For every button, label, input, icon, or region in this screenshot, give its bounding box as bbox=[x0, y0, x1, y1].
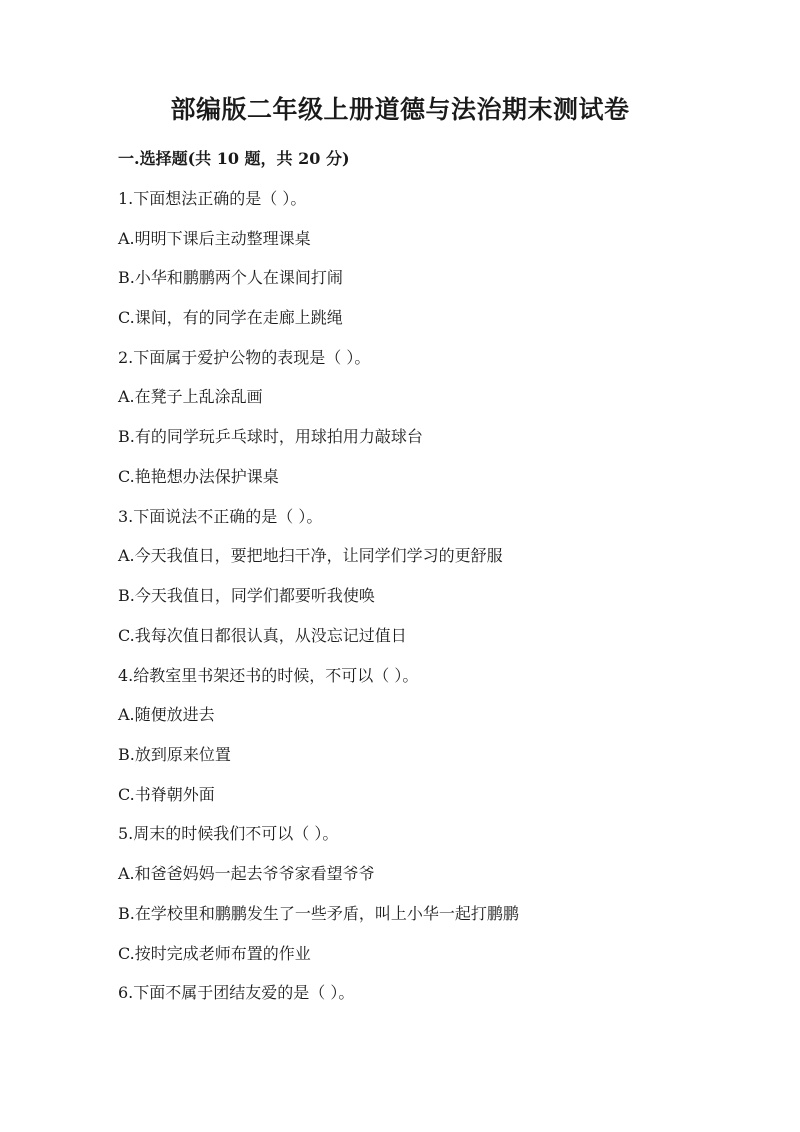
question-6: 6.下面不属于团结友爱的是（ ）。 bbox=[118, 983, 355, 1002]
question-2-option-c: C.艳艳想办法保护课桌 bbox=[118, 467, 279, 486]
question-3-option-c: C.我每次值日都很认真，从没忘记过值日 bbox=[118, 626, 407, 645]
question-3-option-b: B.今天我值日，同学们都要听我使唤 bbox=[118, 586, 375, 605]
question-2: 2.下面属于爱护公物的表现是（ ）。 bbox=[118, 348, 371, 367]
question-5-option-c: C.按时完成老师布置的作业 bbox=[118, 944, 311, 963]
question-3: 3.下面说法不正确的是（ ）。 bbox=[118, 507, 323, 526]
question-2-option-a: A.在凳子上乱涂乱画 bbox=[118, 387, 263, 406]
question-3-option-a: A.今天我值日，要把地扫干净，让同学们学习的更舒服 bbox=[118, 546, 503, 565]
question-1: 1.下面想法正确的是（ ）。 bbox=[118, 189, 307, 208]
question-1-option-a: A.明明下课后主动整理课桌 bbox=[118, 229, 311, 248]
question-1-option-c: C.课间，有的同学在走廊上跳绳 bbox=[118, 308, 343, 327]
section-heading: 一.选择题(共 10 题，共 20 分) bbox=[118, 149, 350, 168]
question-5: 5.周末的时候我们不可以（ ）。 bbox=[118, 824, 339, 843]
question-5-option-a: A.和爸爸妈妈一起去爷爷家看望爷爷 bbox=[118, 864, 375, 883]
question-4-option-a: A.随便放进去 bbox=[118, 705, 215, 724]
question-4-option-c: C.书脊朝外面 bbox=[118, 785, 215, 804]
question-5-option-b: B.在学校里和鹏鹏发生了一些矛盾，叫上小华一起打鹏鹏 bbox=[118, 904, 519, 923]
page-title: 部编版二年级上册道德与法治期末测试卷 bbox=[170, 95, 630, 124]
question-4: 4.给教室里书架还书的时候，不可以（ ）。 bbox=[118, 666, 419, 685]
question-2-option-b: B.有的同学玩乒乓球时，用球拍用力敲球台 bbox=[118, 427, 423, 446]
question-4-option-b: B.放到原来位置 bbox=[118, 745, 231, 764]
question-1-option-b: B.小华和鹏鹏两个人在课间打闹 bbox=[118, 268, 343, 287]
